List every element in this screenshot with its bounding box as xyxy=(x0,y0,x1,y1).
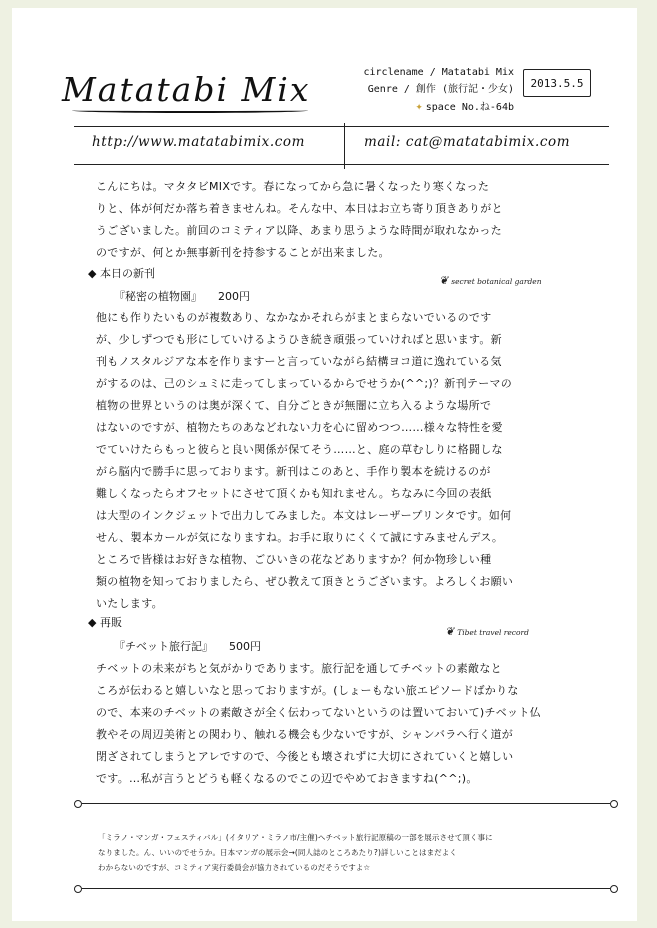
footer-line: なりました。ん、いいのでせうか。日本マンガの展示会→(同人誌のところあたり?)詳しいことはまだよく xyxy=(98,848,457,857)
reprint-line: 教やその周辺美術との関わり、触れる機会も少ないですが、シャンバラへ行く道が xyxy=(96,728,514,741)
new-book-title: 『秘密の植物園』 xyxy=(114,290,202,303)
intro-line: こんにちは。マタタビMIXです。春になってから急に暑くなったり寒くなった xyxy=(96,180,490,193)
reprint-line: 閉ざされてしまうとアレですので、今後とも壊されずに大切にされていくと嬉しい xyxy=(96,750,514,763)
date-box xyxy=(523,69,591,97)
new-book-line: せん、製本カールが気になりますね。お手に取りにくくて誠にすみませんデス。 xyxy=(96,531,504,544)
contact-rule-top xyxy=(74,126,609,127)
circle-space xyxy=(334,98,514,116)
new-book-line: でていけたらもっと彼らと良い関係が保てそう……と、庭の草むしりに格闘しな xyxy=(96,443,503,456)
reprint-flourish xyxy=(445,625,529,638)
flower-ornament-icon: ❦ xyxy=(439,274,449,287)
reprint-line: チベットの未来がちと気がかりであります。旅行記を通してチベットの素敵なと xyxy=(96,662,502,675)
new-book-price: 200円 xyxy=(218,290,250,303)
space-number: space No.ね-64b xyxy=(425,102,514,113)
new-book-line: 刊もノスタルジアな本を作りますーと言っていながら結構ヨコ道に逸れている気 xyxy=(96,355,502,368)
website-url[interactable]: http://www.matatabimix.com xyxy=(92,134,306,150)
new-book-line: がするのは、己のシュミに走ってしまっているからでせうか(^^;)？新刊テーマの xyxy=(96,377,513,390)
contact-rule-bottom xyxy=(74,164,609,165)
contact-row xyxy=(74,123,609,167)
intro-line: りと、体が何だか落ち着きませんね。そんな中、本日はお立ち寄り頂きありがと xyxy=(96,202,503,215)
reprint-title-row xyxy=(114,637,261,657)
reprint-paragraph xyxy=(96,658,596,790)
logo-underline xyxy=(72,108,308,113)
new-book-line: 他にも作りたいものが複数あり、なかなかそれらがまとまらないでいるのです xyxy=(96,311,492,324)
new-book-line: 植物の世界というのは奥が深くて、自分ごときが無闇に立ち入るような場所で xyxy=(96,399,492,412)
new-book-flourish xyxy=(439,274,542,287)
contact-divider xyxy=(344,123,345,169)
new-book-line: ところで皆様はお好きな植物、ごひいきの花などありますか？何か物珍しい種 xyxy=(96,553,492,566)
circle-genre: Genre / 創作 (旅行記・少女) xyxy=(367,84,514,95)
new-book-line: は大型のインクジェットで出力してみました。本文はレーザープリンタです。如何 xyxy=(96,509,512,522)
new-book-heading: ◆ 本日の新刊 xyxy=(88,267,155,280)
reprint-flourish-text: Tibet travel record xyxy=(457,628,529,637)
flower-ornament-icon: ❦ xyxy=(445,625,455,638)
reprint-heading: ◆ 再販 xyxy=(88,616,122,629)
reprint-line: ので、本来のチベットの素敵さが全く伝わってないというのは置いておいて)チベット仏 xyxy=(96,706,541,719)
star-icon: ✦ xyxy=(415,99,423,113)
circle-logo: Matatabi Mix xyxy=(62,70,311,109)
intro-line: うございました。前回のコミティア以降、あまり思うような時間が取れなかった xyxy=(96,224,502,237)
footer-note xyxy=(98,830,598,875)
new-book-line: 難しくなったらオフセットにさせて頂くかも知れません。ちなみに今回の表紙 xyxy=(96,487,492,500)
new-book-line: が、少しずつでも形にしていけるようひき続き頑張っていければと思います。新 xyxy=(96,333,502,346)
circle-name: circlename / Matatabi Mix xyxy=(363,67,514,78)
new-book-line: いたします。 xyxy=(96,597,163,610)
new-book-line: 類の植物を知っておりましたら、ぜひ教えて頂きとうございます。よろしくお願い xyxy=(96,575,514,588)
reprint-line: です。…私が言うとどうも軽くなるのでこの辺でやめておきますね(^^;)。 xyxy=(96,772,478,785)
footer-divider-top xyxy=(82,803,610,804)
footer-divider-bottom xyxy=(82,888,610,889)
new-book-title-row xyxy=(114,287,250,307)
document-page xyxy=(12,8,637,921)
reprint-price: 500円 xyxy=(229,640,261,653)
event-date: 2013.5.5 xyxy=(530,76,584,90)
new-book-flourish-text: secret botanical garden xyxy=(451,277,542,286)
footer-line: 「ミラノ・マンガ・フェスティバル」(イタリア・ミラノ市/主催)へチベット旅行記原稿の一部を展示させて頂く事に xyxy=(98,833,493,842)
intro-paragraph xyxy=(96,176,596,264)
reprint-title: 『チベット旅行記』 xyxy=(114,640,213,653)
email-address[interactable]: mail: cat@matatabimix.com xyxy=(364,134,571,150)
new-book-line: はないのですが、植物たちのあなどれない力を心に留めつつ……様々な特性を愛 xyxy=(96,421,503,434)
intro-line: のですが、何とか無事新刊を持参することが出来ました。 xyxy=(96,246,390,259)
reprint-line: ころが伝わると嬉しいなと思っておりますが。(しょーもない旅エピソードばかりな xyxy=(96,684,519,697)
new-book-line: がら脳内で勝手に思っております。新刊はこのあと、手作り製本を続けるのが xyxy=(96,465,491,478)
circle-info xyxy=(334,64,514,116)
footer-line: わからないのですが、コミティア実行委員会が協力されているのだそうですよ☆ xyxy=(98,863,371,872)
new-book-paragraph xyxy=(96,307,596,615)
